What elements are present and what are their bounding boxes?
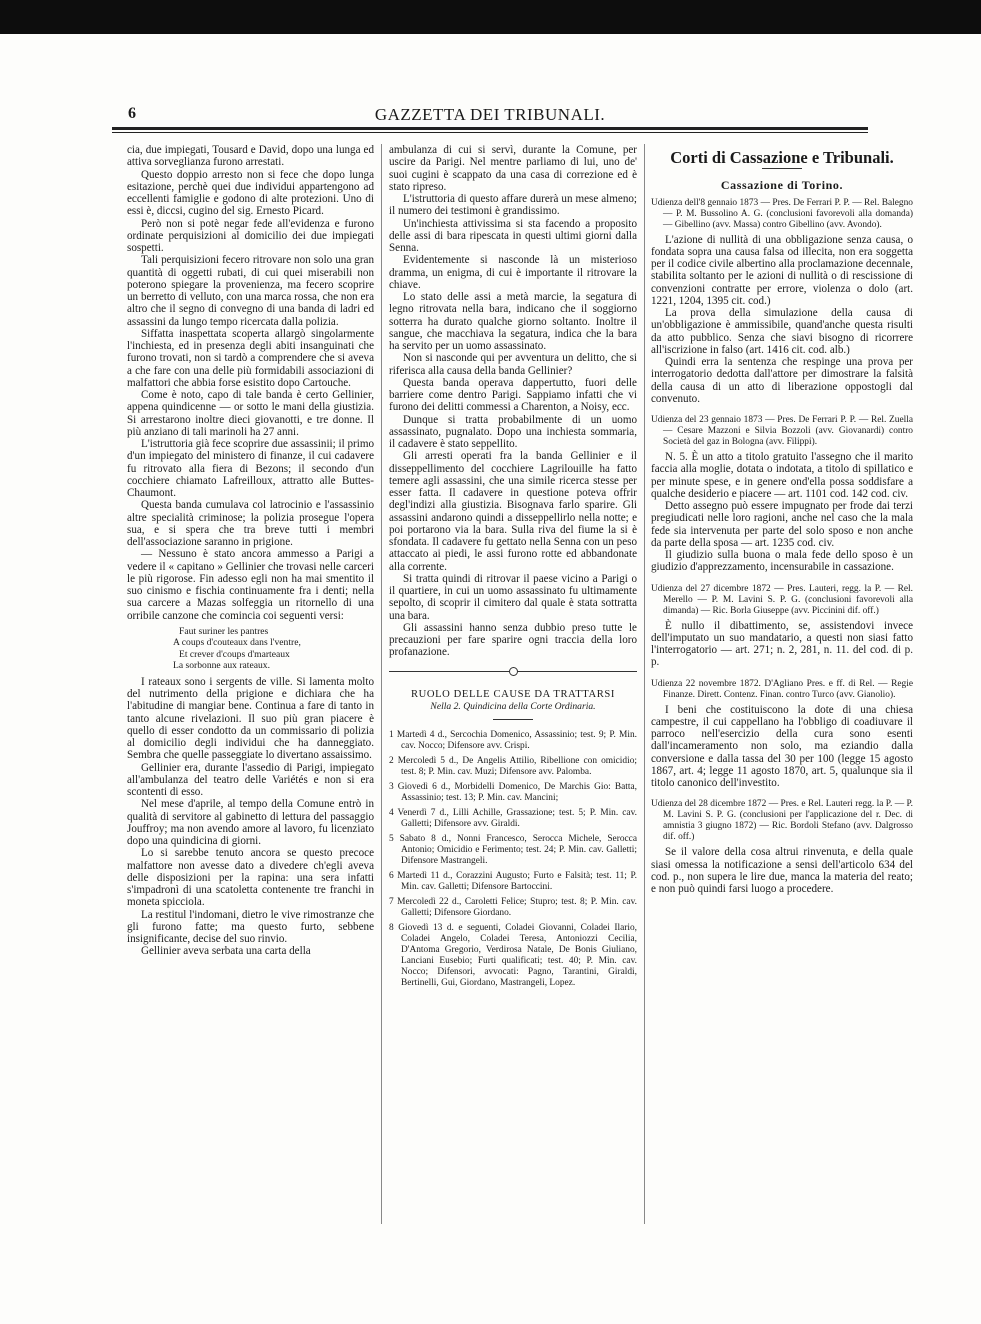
paragraph: Siffatta inaspettata scoperta allargò singolarmente l'inchiesta, ed in presenza degli abiti insanguinati che furono trovati, non si tardò a comprendere che si aveva a che fare con una delle più formidabili associazioni di malfattori che abbia forse esistito dopo Cartouche. (127, 327, 374, 389)
paragraph: La prova della simulazione della causa di un'obbligazione è ammissibile, quand'anche questa risulti da atto pubblico. Senza che siavi bisogno di ricorrere all'iscrizione in falso (art. 1416 cit. cod. alb.) (651, 307, 913, 356)
paragraph: I beni che costituiscono la dote di una chiesa campestre, il cui cappellano ha l'obbligo di coadiuvare il parroco nell'esercizio della cura sono esenti dall'incameramento non solo, ma eziandio dalla conversione e dalla tassa del 30 per 100 (legge 15 agosto 1867, art. 4; legge 11 agosto 1870, art. 5, qualunque sia il titolo canonico dell'investito. (651, 703, 913, 789)
section-title: Corti di Cassazione e Tribunali. (670, 148, 894, 167)
list-item: 7 Mercoledì 22 d., Caroletti Felice; Stupro; test. 8; P. Min. cav. Galletti; Difensore Giordano. (389, 897, 637, 918)
udienza-heading: Udienza 22 novembre 1872. D'Agliano Pres. e ff. di Rel. — Regie Finanze. Dirett. Contenz. Finan. contro Turco (avv. Gianolio). (651, 678, 913, 700)
paragraph: Detto assegno può essere impugnato per frode dai terzi pregiudicati nelle loro ragioni, anche nel caso che la mala fede sia intervenuta per parte del solo sposo e non anche da parte della sposa — art. 1235 cod. civ. (651, 500, 913, 549)
paragraph: La restitul l'indomani, dietro le vive rimostranze che gli furono fatte; ma questo furto, sebbene insignificante, decise del suo rinvio. (127, 908, 374, 945)
paragraph: Lo stato delle assi a metà marcie, la segatura di legno ritrovata nella bara, indicano che il soggiorno sotterra ha durato qualche giorno soltanto. Inoltre il sangue, che macchiava la segatura, indica che la bara ha servito per un uomo assassinato. (389, 291, 637, 352)
paragraph: Se il valore della cosa altrui rinvenuta, e della quale siasi omessa la notificazione a sensi dell'articolo 634 del cod. p., non supera le lire due, manca la materia del reato; e non può quindi farsi luogo a procedere. (651, 846, 913, 895)
ornament-divider (389, 665, 637, 679)
cases-list (389, 730, 637, 989)
paragraph: cia, due impiegati, Tousard e David, dopo una lunga ed attiva sorveglianza furono arrestati. (127, 144, 374, 169)
list-item: 1 Martedì 4 d., Sercochia Domenico, Assassinio; test. 9; P. Min. cav. Nocco; Difensore avv. Crispi. (389, 730, 637, 751)
ornament-dot-icon (509, 667, 518, 676)
column-1 (127, 144, 374, 958)
ruolo-title: RUOLO DELLE CAUSE DA TRATTARSI (410, 688, 616, 700)
paragraph: Non si nasconde qui per avventura un delitto, che si riferisca alla causa della banda Gellinier? (389, 352, 637, 377)
paragraph: Però non si potè negar fede all'evidenza e furono ordinate perquisizioni al domicilio dei due impiegati sospetti. (127, 217, 374, 254)
paragraph: N. 5. È un atto a titolo gratuito l'assegno che il marito faccia alla moglie, dotata o indotata, a titolo di spillatico e per minute spese, e in genere ond'ella possa soddisfare a qualche desiderio e piacere — art. 1101 cod. 142 cod. civ. (651, 451, 913, 500)
column-divider-1 (381, 144, 382, 1224)
header-rule-thin (112, 132, 868, 133)
paragraph: I rateaux sono i sergents de ville. Si lamenta molto del nutrimento della prigione e dichiara che ha l'abitudine di mangiar bene. Continua a fare di tanto in tanto alcune rivelazioni. Il suo più gran piacere è quello di esser condotto da un commissario di polizia al domicilio degli individui che ha danneggiato. Sembra che quelle passeggiate lo divertano assaissimo. (127, 675, 374, 762)
ruolo-subtitle: Nella 2. Quindicina della Corte Ordinaria. (430, 700, 596, 712)
paragraph: Questa banda operava dappertutto, fuori delle barriere come dentro Parigi. Sappiamo infatti che vi furono dei delitti commessi a Charenton, a Noisy, ecc. (389, 376, 637, 414)
udienza-heading: Udienza del 23 gennaio 1873 — Pres. De Ferrari P. P. — Rel. Zuella — Cesare Mazzoni e Silvia Bozzoli (avv. Giovanardi) contro Società del gaz in Bologna (avv. Filippi). (651, 415, 913, 447)
list-item: 6 Martedì 11 d., Corazzini Augusto; Furto e Falsità; test. 11; P. Min. cav. Galletti; Difensore Bartoccini. (389, 871, 637, 892)
list-item: 4 Venerdì 7 d., Lilli Achille, Grassazione; test. 5; P. Min. cav. Galletti; Difensore avv. Giraldi. (389, 808, 637, 829)
short-rule (762, 168, 802, 169)
paragraph: — Nessuno è stato ancora ammesso a Parigi a vedere il « capitano » Gellinier che trovasi nelle carceri le più rigorose. Fin adesso egli non ha mai smentito il suo cinismo e fischia continuamente fra i denti; nella sua carcere a Mazas solfeggia un ritornello di una orribile canzone che comincia coi seguenti versi: (127, 548, 374, 622)
verse-line: Faut suriner les pantres (179, 625, 269, 637)
udienza-heading: Udienza del 28 dicembre 1872 — Pres. e Rel. Lauteri regg. la P. — P. M. Lavini S. P. G. (conclusioni per l'applicazione del r. Dec. di amnistia 3 giugno 1872) — Ric. Bordoli Stefano (avv. Dalgrosso dif. off.) (651, 799, 913, 843)
paragraph: Gli assassini hanno senza dubbio preso tutte le precauzioni per fare sparire ogni traccia della loro profanazione. (389, 621, 637, 659)
list-item: 5 Sabato 8 d., Nonni Francesco, Serocca Michele, Serocca Antonio; Omicidio e Ferimento; test. 24; P. Min. cav. Galletti; Difensore Mastrangeli. (389, 834, 637, 866)
verse-line: Et crever d'coups d'marteaux (179, 648, 290, 660)
scan-top-border (0, 0, 981, 34)
column-divider-2 (644, 144, 645, 1224)
paragraph: Il giudizio sulla buona o mala fede dello sposo è un giudizio d'apprezzamento, incensurabile in cassazione. (651, 549, 913, 574)
column-2 (389, 144, 637, 993)
paragraph: ambulanza di cui si servì, durante la Comune, per uscire da Parigi. Nel mentre parliamo di lui, uno de' suoi cugini è scappato da una casa di correzione ed è stato ripreso. (389, 144, 637, 193)
page-header (112, 103, 868, 125)
paragraph: Un'inchiesta attivissima si sta facendo a proposito delle assi di bara ripescata in questi ultimi giorni dalla Senna. (389, 217, 637, 254)
header-rule-thick (112, 127, 868, 130)
list-item: 8 Giovedì 13 d. e seguenti, Coladei Giovanni, Coladei Ilario, Coladei Angelo, Coladei Teresa, Antoniozzi Cecilia, D'Antoma Gregorio, Verdirosa Natale, De Bonis Giuliano, Lanciani Eusebio; Furti qualificati; test. 40; P. Min. cav. Nocco; Difensori, avvocati: Pagno, Tarantini, Giraldi, Bertinelli, Gui, Giordano, Mastrangeli, Lopez. (389, 923, 637, 988)
list-item: 3 Giovedì 6 d., Morbidelli Domenico, De Marchis Gio: Batta, Assassinio; test. 13; P. Min. cav. Mancini; (389, 782, 637, 803)
paragraph: È nullo il dibattimento, se, assistendovi invece dell'imputato un suo mandatario, a questi non siasi fatto l'interrogatorio — art. 271; n. 2, 281, n. 11. del cod. di p. p. (651, 619, 913, 669)
paragraph: Questa banda cumulava col latrocinio e l'assassinio altre specialità criminose; la polizia prosegue l'opera sua, e si spera che tra breve tutti i membri dell'associazione saranno in prigione. (127, 499, 374, 548)
paragraph: Questo doppio arresto non si fece che dopo lunga esitazione, perchè quei due individui appartengono ad eccellenti famiglie e godono di alte protezioni. Uno di essi è, diccsi, cugino del sig. Ernesto Picard. (127, 168, 374, 218)
section-subtitle: Cassazione di Torino. (720, 178, 844, 193)
paragraph: Tali perquisizioni fecero ritrovare non solo una gran quantità di oggetti rubati, di cui quei miserabili non poterono spiegare la provenienza, ma fecero scoprire un berretto di velluto, con una marca rossa, che non era altro che il segno di convegno di una banda di ladri ed assassini da lungo tempo ricercata dalla polizia. (127, 254, 374, 328)
paragraph: Evidentemente si nasconde là un misterioso dramma, un enigma, di cui è importante il ritrovare la chiave. (389, 254, 637, 291)
running-title: GAZZETTA DEI TRIBUNALI. (374, 105, 606, 124)
paragraph: L'azione di nullità di una obbligazione senza causa, o fondata sopra una causa falsa od illecita, non era soggetta per il codice civile albertino alla proclamazione decennale, stabilita soltanto per le azioni di nullità o di rescissione di convenzioni contratte per errore, violenza o dolo (art. 1221, 1204, 1395 cit. cod.) (651, 233, 913, 307)
paragraph: Come è noto, capo di tale banda è certo Gellinier, appena quindicenne — or sotto le mani della giustizia. Si arrestarono inoltre dieci giovanotti, e tre donne. Il più anziano di tali marinoli ha 27 anni. (127, 389, 374, 438)
paragraph: L'istruttoria già fece scoprire due assassinii; il primo d'un impiegato del ministero di finanze, il cui cadavere fu ritrovato alla fiera di Bezons; il secondo d'un cocchiere chiamato Lafreilloux, attratto alle Buttes-Chaumont. (127, 438, 374, 499)
list-item: 2 Mercoledì 5 d., De Angelis Attilio, Ribellione con omicidio; test. 8; P. Min. cav. Muzi; Difensore avv. Palomba. (389, 756, 637, 777)
song-verses (127, 626, 374, 672)
udienza-heading: Udienza dell'8 gennaio 1873 — Pres. De Ferrari P. P. — Rel. Balegno — P. M. Bussolino A. G. (conclusioni favorevoli alla domanda) — Gibellino (avv. Massa) contro Gibellino (avv. Avondo). (651, 197, 913, 230)
paragraph: Gli arresti operati fra la banda Gellinier e il disseppellimento del cocchiere Lagrilouille ha fatto temere agli assassini, che una simile ricerca stesse per esser fatta. Il cadavere in questione poteva offrir degl'indizi alla giustizia. Bisognava farlo sparire. Gli assassini andarono quindi a disseppellirlo nella notte; e poi portarono via la bara. Sulla riva del fiume la si è sfondata. Il cadavere fu gettato nella Senna con un peso attaccato ai piedi, le assi furono rotte ed abbandonate alla corrente. (389, 450, 637, 573)
paragraph: L'istruttoria di questo affare durerà un mese almeno; il numero dei testimoni è grandissimo. (389, 193, 637, 218)
short-rule (493, 719, 533, 720)
paragraph: Gellinier aveva serbata una carta della (141, 945, 311, 958)
paragraph: Quindi erra la sentenza che respinge una prova per interrogatorio dedotta dall'attore per dimostrare la falsità della causa di un atto di liberazione oppostogli dal convenuto. (651, 356, 913, 405)
column-3 (651, 144, 913, 895)
paragraph: Dunque si tratta probabilmente di un uomo assassinato, pugnalato. Dopo una inchiesta sommaria, il cadavere è stato seppellito. (389, 413, 637, 450)
paragraph: Lo si sarebbe tenuto ancora se questo precoce malfattore non avesse dato a divedere ch'egli aveva delle disposizioni per la rapina: una sera infatti s'impadronì di una scatoletta contenente tre franchi in moneta spicciola. (127, 847, 374, 909)
paragraph: Si tratta quindi di ritrovar il paese vicino a Parigi o il quartiere, in cui un uomo assassinato fu ultimamente sepolto, di scoprir il cimitero dal quale è stata sottratta una bara. (389, 572, 637, 622)
page-number: 6 (128, 105, 136, 122)
paragraph: Gellinier era, durante l'assedio di Parigi, impiegato all'ambulanza del teatro delle Variétés e non si era scontenti di esso. (127, 761, 374, 798)
verse-line: La sorbonne aux rateaux. (173, 660, 270, 672)
paragraph: Nel mese d'aprile, al tempo della Comune entrò in qualità di servitore al gabinetto di lettura del passaggio Jouffroy; ma non avendo amore al lavoro, fu licenziato dopo una quindicina di giorni. (127, 798, 374, 847)
udienza-heading: Udienza del 27 dicembre 1872 — Pres. Lauteri, regg. la P. — Rel. Merello — P. M. Lavini S. P. G. (conclusioni favorevoli alla dimanda) — Ric. Borla Giuseppe (avv. Piccinini dif. off.) (651, 583, 913, 616)
verse-line: A coups d'couteaux dans l'ventre, (173, 637, 301, 649)
